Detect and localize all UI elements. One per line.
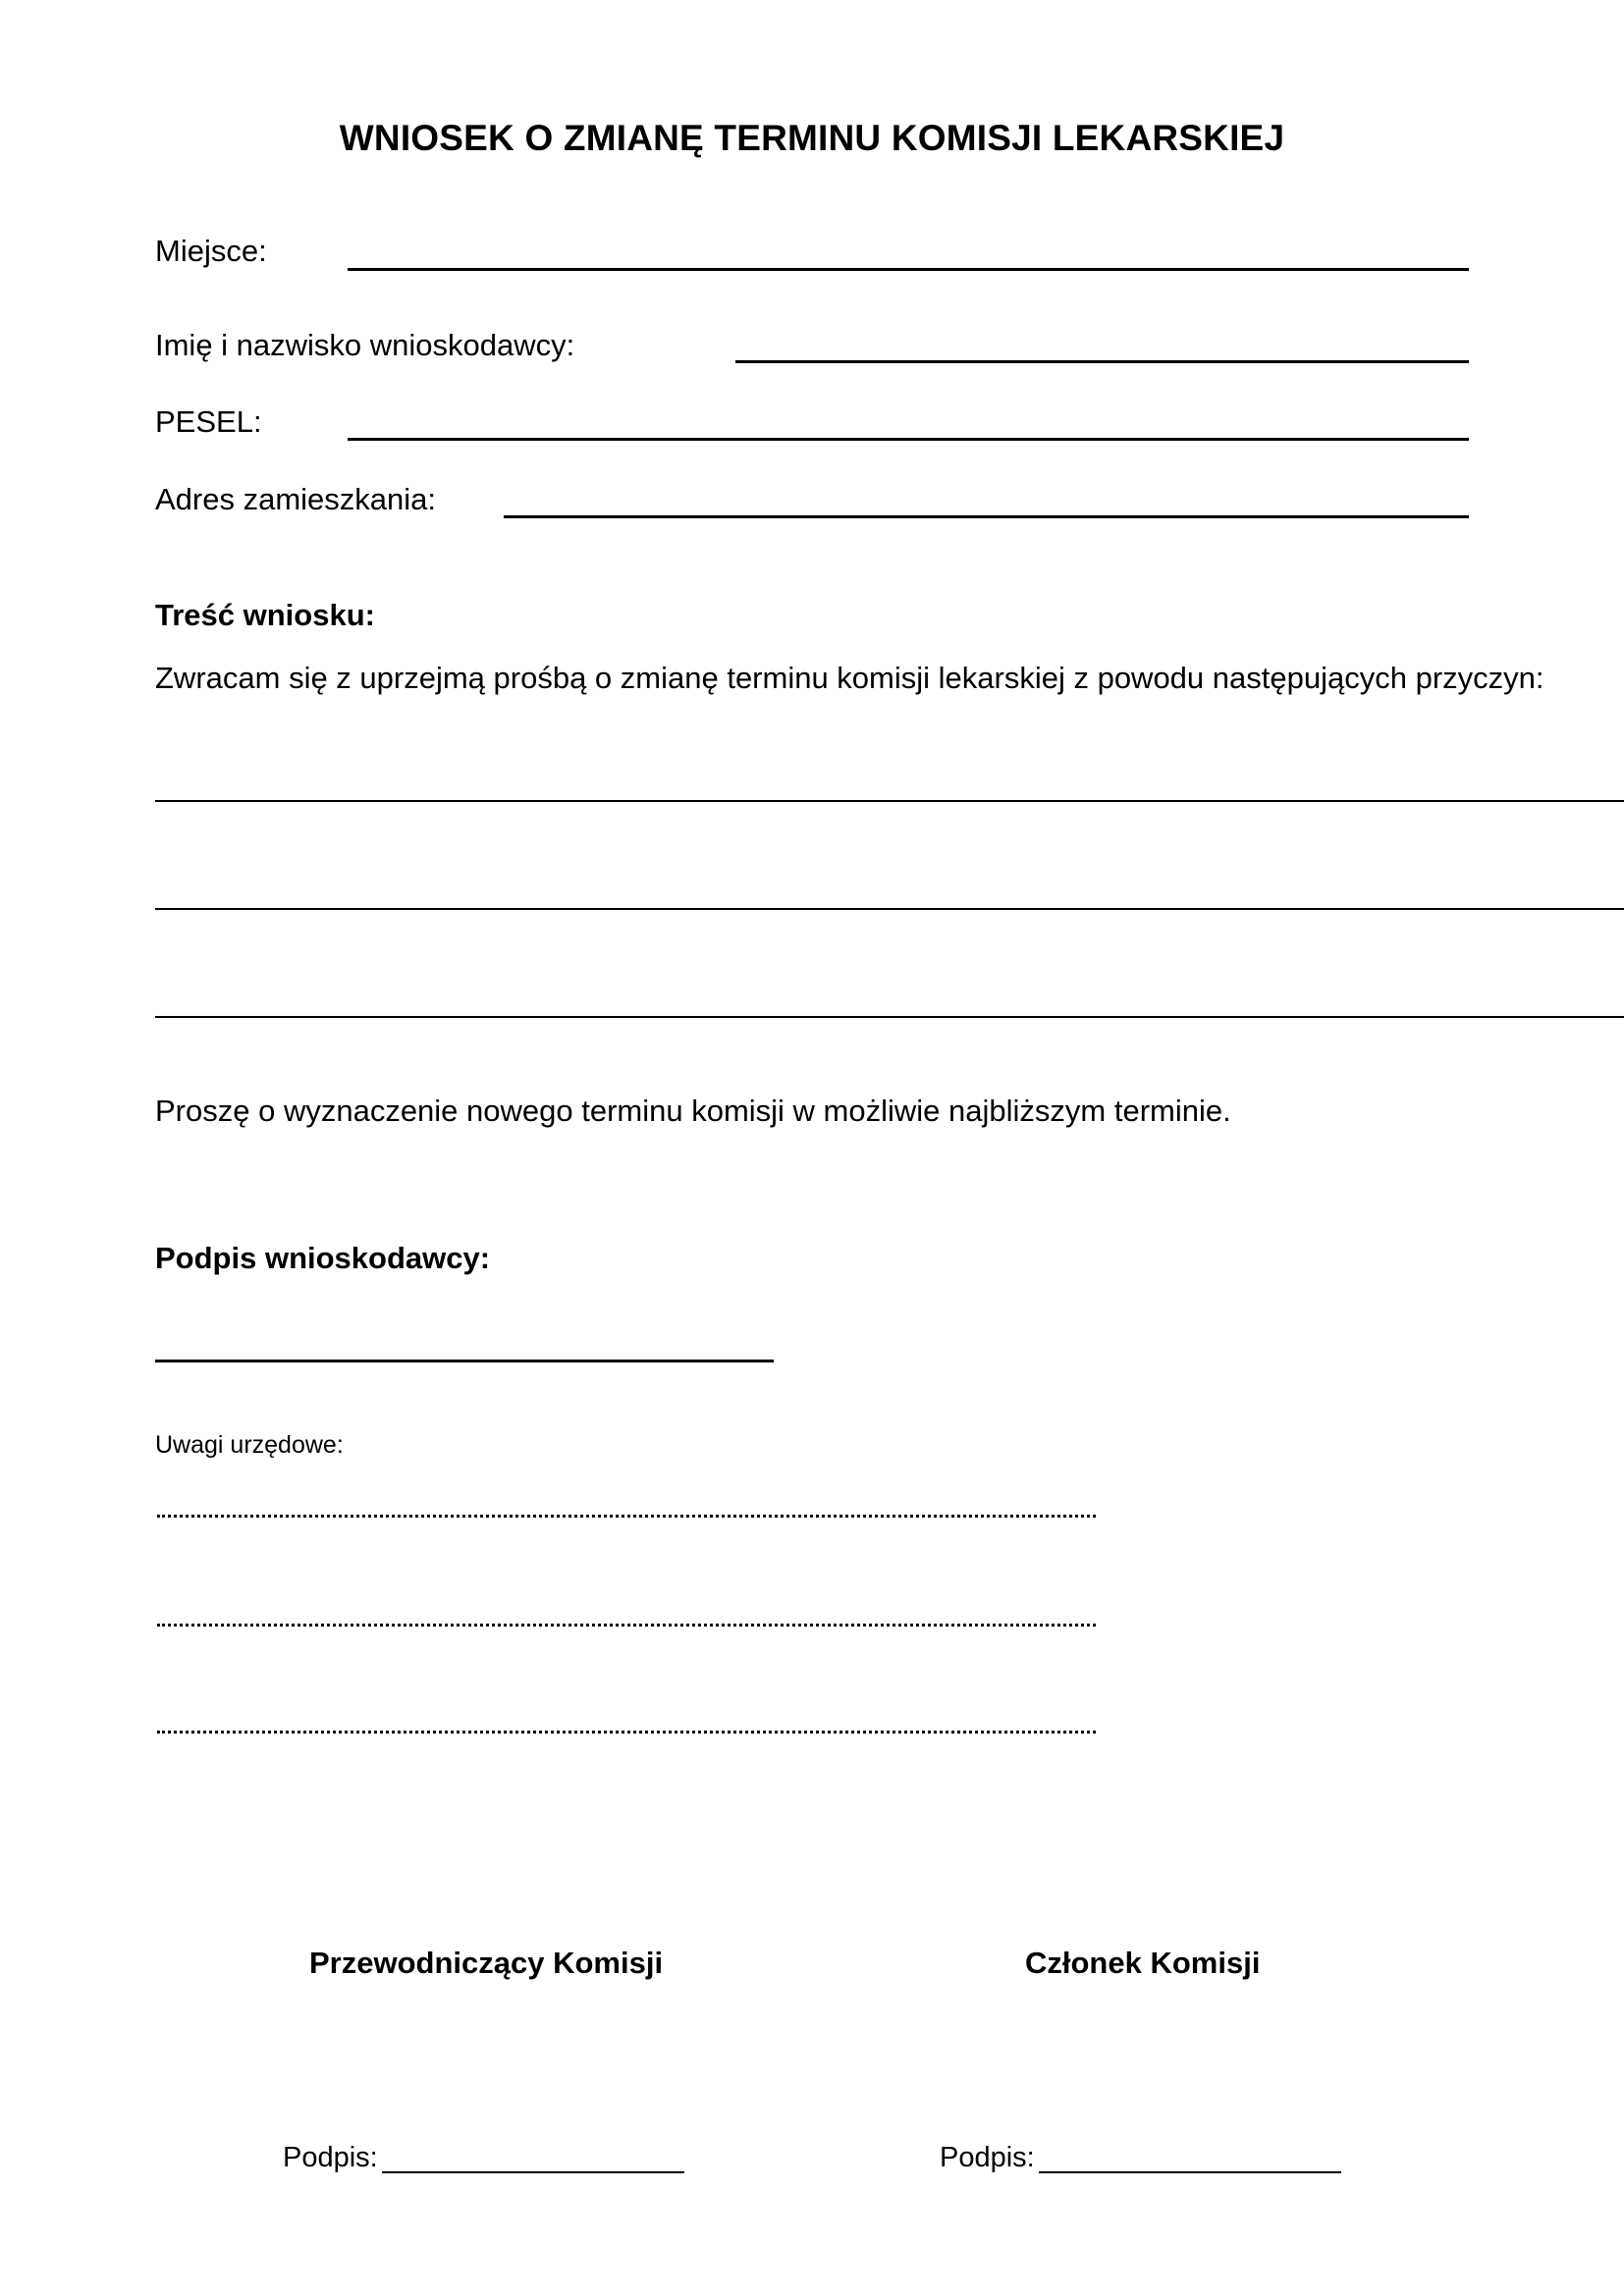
chair-signature-label: Podpis: bbox=[283, 2142, 378, 2173]
pesel-label: PESEL: bbox=[155, 404, 262, 439]
form-title: WNIOSEK O ZMIANĘ TERMINU KOMISJI LEKARSKIEJ bbox=[339, 118, 1285, 158]
notes-dotted-line-3[interactable] bbox=[157, 1731, 1096, 1734]
applicant-signature-line[interactable] bbox=[155, 1360, 774, 1362]
request-closing-text: Proszę o wyznaczenie nowego terminu komisji w możliwie najbliższym terminie. bbox=[155, 1094, 1231, 1128]
place-field[interactable] bbox=[348, 268, 1469, 271]
member-signature-label: Podpis: bbox=[940, 2142, 1035, 2173]
member-signature-line[interactable] bbox=[1039, 2171, 1341, 2173]
address-label: Adres zamieszkania: bbox=[155, 482, 437, 516]
committee-member-title: Członek Komisji bbox=[1025, 1946, 1261, 1980]
address-field[interactable] bbox=[504, 515, 1469, 518]
applicant-signature-heading: Podpis wnioskodawcy: bbox=[155, 1241, 491, 1275]
committee-chair-title: Przewodniczący Komisji bbox=[309, 1946, 664, 1980]
request-intro-text: Zwracam się z uprzejmą prośbą o zmianę terminu komisji lekarskiej z powodu następujących przyczyn: bbox=[155, 661, 1544, 695]
official-notes-label: Uwagi urzędowe: bbox=[155, 1431, 344, 1459]
request-content-heading: Treść wniosku: bbox=[155, 598, 375, 632]
name-label: Imię i nazwisko wnioskodawcy: bbox=[155, 328, 575, 362]
notes-dotted-line-1[interactable] bbox=[157, 1515, 1096, 1518]
chair-signature-line[interactable] bbox=[382, 2171, 684, 2173]
pesel-field[interactable] bbox=[348, 438, 1469, 441]
reason-line-2[interactable] bbox=[155, 908, 1624, 910]
name-field[interactable] bbox=[735, 360, 1469, 363]
place-label: Miejsce: bbox=[155, 234, 267, 268]
reason-line-3[interactable] bbox=[155, 1016, 1624, 1018]
notes-dotted-line-2[interactable] bbox=[157, 1624, 1096, 1627]
reason-line-1[interactable] bbox=[155, 800, 1624, 802]
